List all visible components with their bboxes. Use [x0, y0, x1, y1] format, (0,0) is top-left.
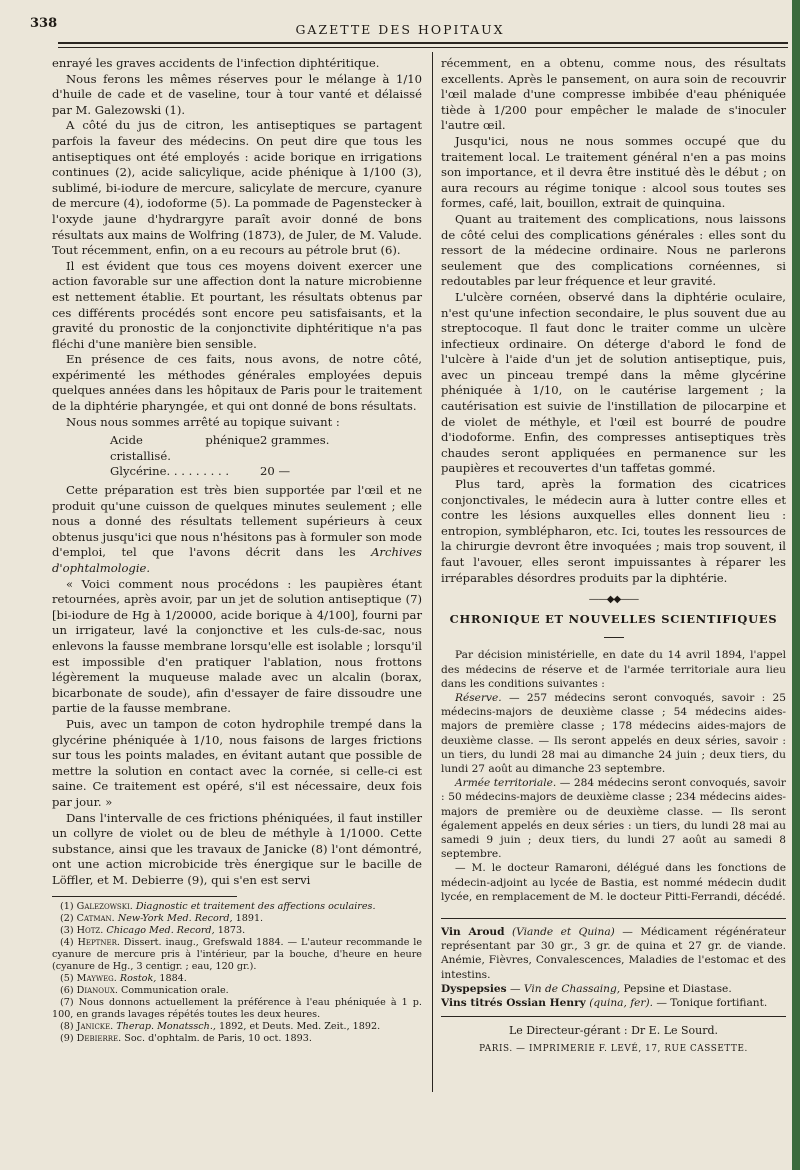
paragraph: Il est évident que tous ces moyens doivent exercer une action favorable sur une affection dont la nature microbienne est nettement établie. Et pourtant, les résultats obtenus par ces différents procédés sont encore peu satisfaisants, et la gravité du pronostic de la conjonctivite diphtéritique n'a pas fléchi d'une manière bien sensible.	[52, 258, 422, 351]
footnote-text: 1873.	[217, 925, 246, 937]
advertisement	[441, 982, 786, 996]
footnote	[52, 937, 422, 973]
paragraph: Dans l'intervalle de ces frictions phéniquées, il faut instiller un collyre de violet ou de bleu de méthyle à 1/1000. Cette substance, ainsi que les travaux de Janicke (8) l'ont démontré, ont une action microbicide très énergique sur le bacille de Löffler, et M. Debierre (9), qui s'en est servi	[52, 810, 422, 887]
ad-subtitle: — Vin de Chassaing,	[509, 982, 621, 995]
journal-title: Archives d'ophtalmologie.	[52, 545, 423, 575]
footnote-author: Hotz.	[76, 925, 104, 937]
footnote-title: Chicago Med. Record,	[106, 925, 215, 937]
footnote-text: Nous donnons actuellement la préférence à l'eau phéniquée à 1 p. 100, en grands lavages répétés toutes les deux heures.	[52, 997, 422, 1021]
left-column	[52, 56, 422, 1045]
advertisements	[441, 925, 786, 1010]
footnote-number: (2)	[60, 913, 74, 925]
ad-subtitle: (Viande et Quina)	[512, 926, 615, 939]
column-separator	[432, 52, 433, 1092]
right-column	[441, 56, 786, 1057]
paragraph-text: — 257 médecins seront convoqués, savoir : 25 médecins-majors de deuxième classe ; 54 médecins aides-majors de première classe ; 178 médecins aides-majors de deuxième classe. — Ils seront appelés en deux séries, savoir : un tiers, du lundi 28 mai au dimanche 24 juin ; deux tiers, du lundi 27 août au dimanche 23 septembre.	[441, 691, 786, 775]
ad-text: — Tonique fortifiant.	[656, 997, 768, 1010]
page-edge	[792, 0, 800, 1170]
paragraph: Par décision ministérielle, en date du 14 avril 1894, l'appel des médecins de réserve et de l'armée territoriale aura lieu dans les conditions suivantes :	[441, 649, 786, 690]
chronique-body	[441, 648, 786, 904]
paragraph: L'ulcère cornéen, observé dans la diphtérie oculaire, n'est qu'une infection secondaire, le plus souvent due au streptocoque. Il faut donc le traiter comme un ulcère infectieux ordinaire. On déterge d'abord le fond de l'ulcère à l'aide d'un jet de solution antiseptique, puis, avec un pinceau trempé dans la même glycérine phéniquée à 1/10, on le cautérise largement ; la cautérisation est suivie de l'instillation de pilocarpine et de violet de méthyle, et l'œil est bourré de poudre d'iodoforme. Enfin, des compresses antiseptiques très chaudes seront appliquées en permanence sur les paupières et recouvertes d'un taffetas gommé.	[441, 289, 786, 476]
formula-ingredient: Glycérine. . . . . . . . .	[110, 464, 230, 479]
formula-line	[110, 464, 340, 480]
formula-line	[110, 433, 340, 464]
footnote-title: Rostok,	[119, 973, 157, 985]
footnote	[52, 913, 422, 925]
footnote-author: Janicke.	[76, 1021, 114, 1033]
paragraph: Puis, avec un tampon de coton hydrophile trempé dans la glycérine phéniquée à 1/10, nous faisons de larges frictions sur tous les points malades, en évitant autant que possible de mettre la solution en contact avec la cornée, si celle-ci est saine. Ce traitement est opéré, s'il est nécessaire, deux fois par jour. »	[52, 716, 422, 809]
ads-rule	[441, 918, 786, 919]
formula-ingredient: Acide phénique cristallisé.	[110, 433, 260, 463]
footnote-text: 1891.	[235, 913, 264, 925]
ad-subtitle: (quina, fer).	[589, 997, 653, 1010]
footnote-number: (1)	[60, 901, 74, 913]
printer-imprint: PARIS. — IMPRIMERIE F. LEVÉ, 17, RUE CASSETTE.	[479, 1043, 748, 1054]
ad-product: Dyspepsies	[441, 982, 507, 995]
paragraph: Jusqu'ici, nous ne nous sommes occupé que du traitement local. Le traitement général n'en a pas moins son importance, et il devra être institué dès le début ; on aura recours au régime tonique : alcool sous toutes ses formes, café, lait, bouillon, extrait de quinquina.	[441, 133, 786, 211]
footnote-number: (8)	[60, 1021, 74, 1033]
ad-product: Vin Aroud	[441, 926, 505, 939]
paragraph: — M. le docteur Ramaroni, délégué dans les fonctions de médecin-adjoint au lycée de Bastia, est nommé médecin dudit lycée, en remplacement de M. le docteur Pitti-Ferrandi, décédé.	[441, 862, 786, 903]
ad-text: — Médicament régénérateur représentant par 30 gr., 3 gr. de quina et 27 gr. de viande. Anémie, Fièvres, Convalescences, Maladies de l'estomac et des intestins.	[441, 926, 786, 981]
footnote-title: Therap. Monatssch.,	[116, 1021, 216, 1033]
paragraph	[441, 691, 786, 776]
ad-product: Vins titrés Ossian Henry	[441, 997, 586, 1010]
paragraph: « Voici comment nous procédons : les paupières étant retournées, après avoir, par un jet de solution antiseptique (7) [bi-iodure de Hg à 1/20000, acide borique à 4/100], fourni par un irrigateur, lavé la conjonctive et les culs-de-sac, nous enlevons la fausse membrane lorsqu'elle est isolable ; lorsqu'il est impossible d'en pratiquer l'ablation, nous frottons légèrement la muqueuse malade avec un alcalin (borax, bicarbonate de soude), afin d'essayer de faire dissoudre une partie de la fausse membrane.	[52, 576, 422, 716]
footnote-author: Catman.	[76, 913, 115, 925]
paragraph-text: — 284 médecins seront convoqués, savoir : 50 médecins-majors de deuxième classe ; 234 médecins aides-majors de première ou de deuxième classe. — Ils seront également appelés en deux séries : un tiers, du lundi 28 mai au samedi 9 juin ; deux tiers, du lundi 27 août au samedi 8 septembre.	[441, 777, 786, 861]
footnote-title: New-York Med. Record,	[117, 913, 233, 925]
paragraph: Nous nous sommes arrêté au topique suivant :	[66, 414, 340, 429]
footnote-author: Debierre.	[76, 1033, 122, 1045]
footnote-title: Diagnostic et traitement des affections oculaires.	[135, 901, 376, 913]
footnote	[52, 1033, 422, 1045]
footnote-author: Mayweg.	[76, 973, 117, 985]
paragraph: En présence de ces faits, nous avons, de notre côté, expérimenté les méthodes générales employées depuis quelques années dans les hôpitaux de Paris pour le traitement de la diphtérie pharyngée, et qui ont donné de bons résultats.	[52, 352, 422, 414]
paragraph	[52, 483, 422, 577]
paragraph-text: Cette préparation est très bien supportée par l'œil et ne produit qu'une cuisson de quelques minutes seulement ; elle nous a donné des résultats tellement supérieurs à ceux obtenus jusqu'ici que nous n'hésitons pas à formuler son mode d'emploi, tel que l'avons décrit dans les	[52, 483, 422, 560]
formula-quantity: 20 —	[260, 464, 291, 479]
footnote-author: Galezowski.	[76, 901, 133, 913]
footnote	[52, 985, 422, 997]
footnote	[52, 1021, 422, 1033]
footer-rule	[441, 1016, 786, 1017]
footnote	[52, 925, 422, 937]
paragraph	[441, 776, 786, 861]
paragraph: récemment, en a obtenu, comme nous, des résultats excellents. Après le pansement, on aura soin de recouvrir l'œil malade d'une compresse imbibée d'eau phéniquée tiède à 1/200 pour empêcher le malade de s'inoculer l'autre œil.	[441, 56, 786, 133]
formula-quantity: 2 grammes.	[260, 433, 330, 448]
footnote-text: Soc. d'ophtalm. de Paris, 10 oct. 1893.	[124, 1033, 312, 1045]
header-rule	[58, 42, 788, 44]
footnote	[52, 997, 422, 1021]
footnote-text: Dissert. inaug., Grefswald 1884. — L'auteur recommande le cyanure de mercure pris à l'intérieur, par la bouche, d'heure en heure (cyanure de Hg., 3 centigr. ; eau, 120 gr.).	[52, 937, 422, 973]
footnote-number: (7)	[60, 997, 74, 1009]
advertisement	[441, 925, 786, 982]
footnote-text: Communication orale.	[121, 985, 229, 997]
header-rule-thin	[58, 47, 788, 48]
footnote-number: (9)	[60, 1033, 74, 1045]
paragraph: Plus tard, après la formation des cicatrices conjonctivales, le médecin aura à lutter contre elles et contre les lésions auxquelles elles donnent lieu : entropion, symblépharon, etc. Ici, toutes les ressources de la chirurgie devront être invoquées ; mais trop souvent, il faut l'avouer, elles seront impuissantes à réparer les irréparables désordres produits par la diphtérie.	[441, 477, 786, 585]
paragraph: A côté du jus de citron, les antiseptiques se partagent parfois la faveur des médecins. On peut dire que tous les antiseptiques ont été employés : acide borique en irrigations continues (2), acide salicylique, acide phénique à 1/100 (3), sublimé, bi-iodure de mercure, salicylate de mercure, cyanure de mercure (4), iodoforme (5). La pommade de Pagenstecker à l'oxyde jaune d'hydrargyre paraît avoir donné de bons résultats aux mains de Wolfring (1873), de Juler, de M. Valude. Tout récemment, enfin, on a eu recours au pétrole brut (6).	[52, 118, 422, 258]
running-title: GAZETTE DES HOPITAUX	[295, 22, 505, 37]
footnote-number: (4)	[60, 937, 74, 949]
footnote-author: Heptner.	[77, 937, 120, 949]
footnote-number: (3)	[60, 925, 74, 937]
subsection-label: Réserve.	[455, 691, 502, 704]
formula	[110, 433, 422, 480]
footnote-number: (5)	[60, 973, 74, 985]
section-title-rule	[604, 637, 624, 638]
paragraph: Quant au traitement des complications, nous laissons de côté celui des complications générales : elles sont du ressort de la médecine ordinaire. Nous ne parlerons seulement que des complications cornéennes, si redoutables par leur fréquence et leur gravité.	[441, 211, 786, 289]
footnote-author: Dianoux.	[76, 985, 118, 997]
footnote-text: 1884.	[159, 973, 187, 985]
advertisement	[441, 996, 786, 1010]
footnotes-rule	[52, 896, 237, 897]
paragraph: enrayé les graves accidents de l'infection diphtéritique.	[52, 56, 380, 70]
footnotes	[52, 901, 422, 1045]
section-title: CHRONIQUE ET NOUVELLES SCIENTIFIQUES	[449, 611, 778, 626]
subsection-label: Armée territoriale.	[455, 777, 557, 790]
footnote	[52, 901, 422, 913]
footnote-number: (6)	[60, 985, 74, 997]
director-signature: Le Directeur-gérant : Dr E. Le Sourd.	[508, 1024, 719, 1038]
section-ornament: ——◆◆——	[588, 594, 639, 606]
footnote	[52, 973, 422, 985]
page-number: 338	[30, 16, 58, 31]
paragraph: Nous ferons les mêmes réserves pour le mélange à 1/10 d'huile de cade et de vaseline, tour à tour vanté et délaissé par M. Galezowski (1).	[52, 71, 422, 117]
ad-text: Pepsine et Diastase.	[623, 982, 732, 995]
footnote-text: 1892, et Deuts. Med. Zeit., 1892.	[218, 1021, 381, 1033]
